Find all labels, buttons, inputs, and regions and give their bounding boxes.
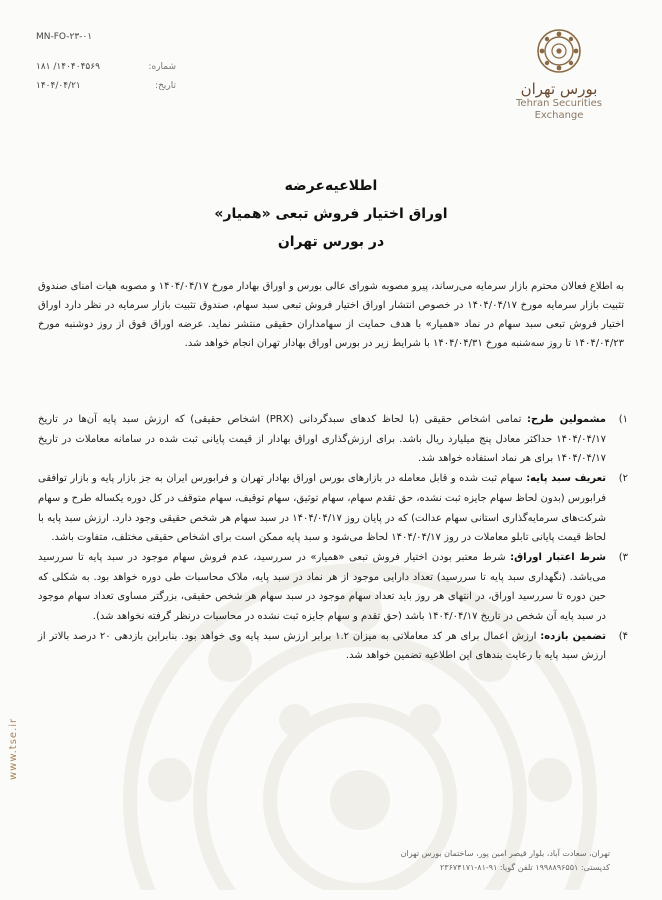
footer-contact-line: کدپستی: ۱۹۹۸۸۹۶۵۵۱ تلفن گویا: ۹۱-۸۱-۲۳۶۷۴۱۷۱ bbox=[440, 863, 610, 872]
letter-number: ۱۴۰۴۰۴۵۶۹/ ۱۸۱ bbox=[36, 62, 100, 72]
condition-item bbox=[38, 469, 628, 548]
condition-item bbox=[38, 548, 628, 627]
item-text: سهام ثبت شده و قابل معامله در بازارهای بورس اوراق بهادار تهران و فرابورس ایران به جز بازار پایه و بازار توافقی فرابورس (بدون لحاظ سهام جایزه ثبت نشده، حق تقدم سهام، سهام توثیق، سهام توقیف، سهام متوقف در کل دوره یکساله طرح و سهام شرکت‌های سرمایه‌گذاری استانی سهام عدالت) که در پایان روز ۱۴۰۴/۰۴/۱۷ در سبد سهام هر شخص حقیقی وجود دارد. ارزش سبد پایه با لحاظ قیمت پایانی تابلو معاملات در روز ۱۴۰۴/۰۴/۱۷ لحاظ می‌شود و سبد پایه ممکن است برای اشخاص حقیقی مختلف، متفاوت باشد. bbox=[38, 473, 606, 544]
tse-emblem-icon bbox=[536, 28, 582, 74]
item-number: ۱) bbox=[618, 414, 628, 425]
footer-address bbox=[360, 847, 610, 875]
logo-text-en-line1: Tehran Securities bbox=[516, 98, 602, 109]
item-number: ۳) bbox=[618, 551, 628, 563]
item-heading: شرط اعتبار اوراق: bbox=[510, 551, 607, 563]
item-text: شرط معتبر بودن اختیار فروش تبعی «همیار» در سررسید، عدم فروش سهام موجود در سبد پایه تا سررسید می‌باشد. (نگهداری سبد پایه تا سررسید) تعداد دارایی موجود از هر نماد در سبد پایه، ملاک محاسبات طی دوره خواهد بود. به شکلی که حین دوره تا سررسید اوراق، در انتهای هر روز باید تعداد سهام موجود در سبد سهام هر شخص حقیقی، بزرگتر مساوی تعداد سهام موجود در سبد پایه آن شخص در تاریخ ۱۴۰۴/۰۴/۱۷ باشد (حق تقدم و سهام جایزه ثبت نشده در محاسبات درنظر گرفته نخواهد شد). bbox=[38, 551, 606, 623]
item-heading: مشمولین طرح: bbox=[527, 414, 606, 425]
conditions-list bbox=[38, 410, 628, 666]
form-code: MN-FO-۲۳-۰۱ bbox=[36, 32, 93, 42]
footer-address-line: تهران، سعادت آباد، بلوار قیصر امین پور، ساختمان بورس تهران bbox=[400, 849, 610, 858]
logo-text-fa: بورس تهران bbox=[520, 80, 598, 98]
item-text: تمامی اشخاص حقیقی (با لحاظ کدهای سبدگردانی (PRX) اشخاص حقیقی) که ارزش سبد پایه آن‌ها در تاریخ ۱۴۰۴/۰۴/۱۷ حداکثر معادل پنج میلیارد ریال باشد. برای ارزش‌گذاری اوراق بهادار از قیمت پایانی ثبت شده در سامانه معاملات در تاریخ ۱۴۰۴/۰۴/۱۷ برای هر نماد استفاده خواهد شد. bbox=[38, 414, 606, 465]
condition-item bbox=[38, 410, 628, 469]
item-number: ۴) bbox=[618, 630, 628, 642]
condition-item bbox=[38, 627, 628, 666]
title-line-1: اطلاعیه‌عرضه bbox=[284, 178, 378, 194]
number-label: شماره: bbox=[148, 62, 176, 72]
intro-paragraph: به اطلاع فعالان محترم بازار سرمایه می‌رساند، پیرو مصوبه شورای عالی بورس و اوراق بهادار مورخ ۱۴۰۴/۰۴/۱۷ و مصوبه هیات امنای صندوق تثبیت بازار سرمایه مورخ ۱۴۰۴/۰۴/۱۷ در خصوص انتشار اوراق اختیار فروش تبعی سبد سهام، صندوق تثبیت بازار سرمایه در نظر دارد اوراق اختیار فروش تبعی سبد سهام در نماد «همیار» با هدف حمایت از سهامداران حقیقی منتشر نماید. عرضه اوراق فوق از روز دوشنبه مورخ ۱۴۰۴/۰۴/۲۳ تا روز سه‌شنبه مورخ ۱۴۰۴/۰۴/۳۱ با شرایط زیر در بورس اوراق بهادار تهران انجام خواهد شد. bbox=[38, 281, 625, 349]
website-url: www.tse.ir bbox=[8, 717, 19, 780]
date-label: تاریخ: bbox=[155, 81, 176, 91]
item-number: ۲) bbox=[618, 473, 628, 485]
title-line-2: اوراق اختیار فروش تبعی «همیار» bbox=[214, 206, 448, 222]
number-row bbox=[36, 62, 176, 72]
item-heading: تعریف سبد پایه: bbox=[526, 473, 606, 485]
item-heading: تضمین بازده: bbox=[540, 630, 607, 642]
logo-text-en-line2: Exchange bbox=[534, 110, 584, 121]
letter-meta bbox=[36, 62, 176, 100]
tse-logo bbox=[504, 28, 614, 122]
date-row bbox=[36, 81, 176, 91]
announcement-titles bbox=[0, 178, 662, 262]
letter-date: ۱۴۰۴/۰۴/۲۱ bbox=[36, 81, 81, 91]
item-text: ارزش اعمال برای هر کد معاملاتی به میزان ۱.۲ برابر ارزش سبد پایه وی خواهد بود. بنابراین بازدهی ۲۰ درصد بالاتر از ارزش سبد پایه با رعایت بندهای این اطلاعیه تضمین خواهد شد. bbox=[38, 630, 606, 662]
title-line-3: در بورس تهران bbox=[277, 234, 385, 250]
